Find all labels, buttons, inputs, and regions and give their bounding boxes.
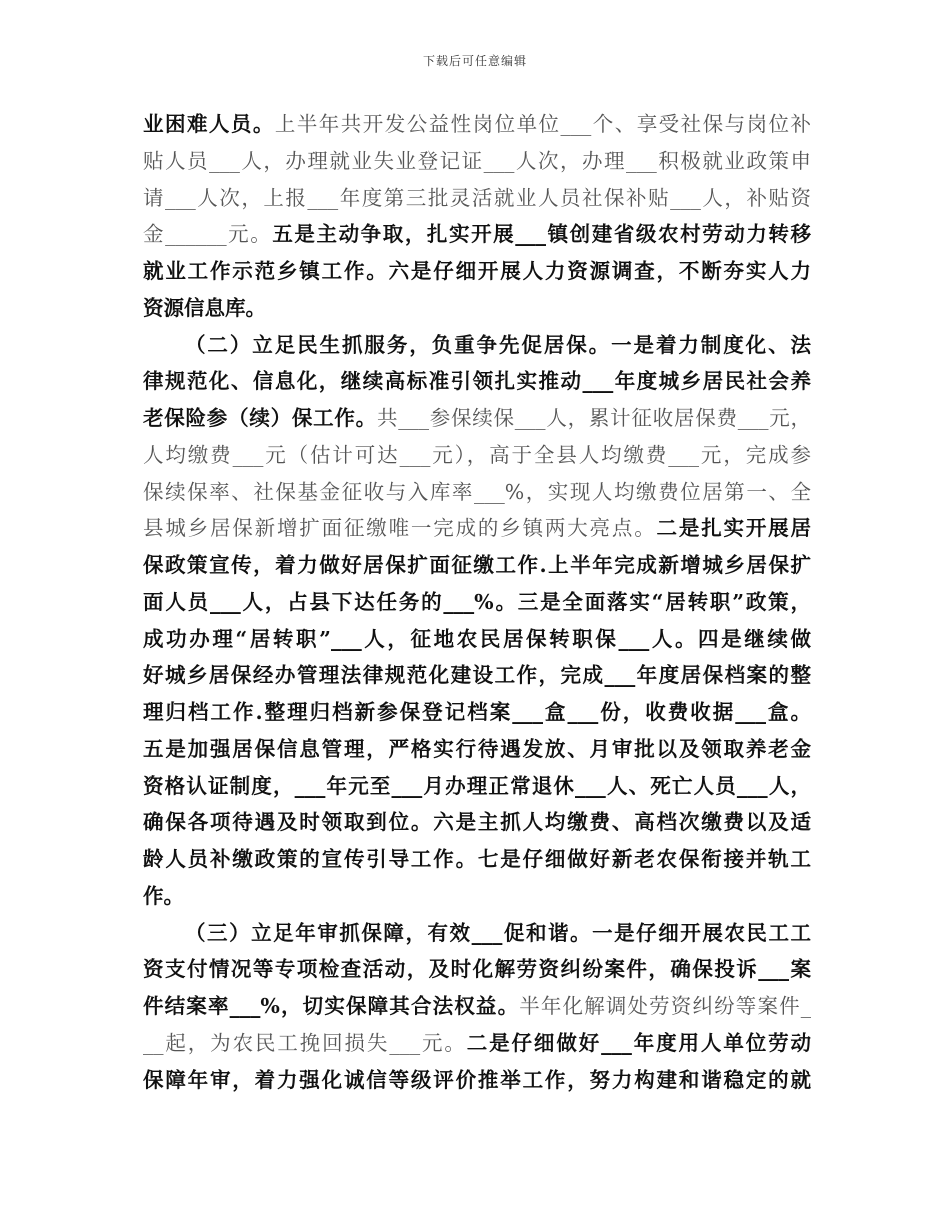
text-line [143,547,811,583]
bold-text-segment: 五是主动争取，扎实开展___镇创建省级农村劳动力转移 [272,222,812,247]
text-line [185,327,811,363]
bold-text-segment: 件结案率___%，切实保障其合法权益。 [143,994,520,1018]
text-line [143,510,811,546]
text-line [143,878,811,914]
regular-text-segment: __起，为农民工挽回损失___元。 [143,1030,467,1055]
bold-text-segment: 资支付情况等专项检查活动，及时化解劳资纠纷案件，确保投诉___案 [143,957,811,982]
bold-text-segment: 面人员___人，占县下达任务的___%。三是全面落实“居转职”政策， [143,589,811,614]
bold-text-segment: 二是仔细做好___年度用人单位劳动 [466,1030,811,1055]
text-line [143,216,811,252]
text-line [143,180,811,216]
bold-text-segment: 作。 [143,883,184,908]
bold-text-segment: 好城乡居保经办管理法律规范化建设工作，完成___年度居保档案的整 [143,663,811,688]
bold-text-segment: 二是扎实开展居 [656,516,812,541]
text-line [143,951,811,987]
text-line [143,400,811,436]
bold-text-segment: 保障年审，着力强化诚信等级评价推举工作，努力构建和谐稳定的就 [143,1067,811,1092]
text-line [143,657,811,693]
bold-text-segment: 业困难人员。 [143,112,275,136]
text-line [143,988,811,1024]
text-line [185,915,811,951]
text-line [143,694,811,730]
regular-text-segment: 保续保率、社保基金征收与入库率___%，实现人均缴费位居第一、全 [143,479,811,504]
bold-text-segment: 保政策宣传，着力做好居保扩面征缴工作.上半年完成新增城乡居保扩 [143,553,811,577]
text-line [143,768,811,804]
regular-text-segment: 半年化解调处劳资纠纷等案件_ [519,994,812,1018]
bold-text-segment: 五是加强居保信息管理，严格实行待遇发放、月审批以及领取养老金 [143,736,811,761]
text-line [143,363,811,399]
text-line [143,106,811,142]
text-line [143,584,811,620]
regular-text-segment: 贴人员___人，办理就业失业登记证___人次，办理___积极就业政策申 [143,148,811,173]
bold-text-segment: 律规范化、信息化，继续高标准引领扎实推动___年度城乡居民社会养 [143,369,811,394]
text-line [143,1025,811,1061]
text-line [143,731,811,767]
text-line [143,143,811,179]
text-line [143,290,811,326]
text-line [143,1062,811,1098]
text-line [143,621,811,657]
regular-text-segment: 上半年共开发公益性岗位单位___个、享受社保与岗位补 [274,112,812,136]
bold-text-segment: 理归档工作.整理归档新参保登记档案___盒___份，收费收据___盒。 [143,700,811,724]
regular-text-segment: 请___人次，上报___年度第三批灵活就业人员社保补贴___人，补贴资 [143,185,811,210]
text-line [143,841,811,877]
bold-text-segment: 资源信息库。 [143,295,266,320]
text-line [143,437,811,473]
bold-text-segment: 就业工作示范乡镇工作。六是仔细开展人力资源调查，不断夯实人力 [143,259,811,283]
page-header: 下载后可任意编辑 [422,54,527,68]
bold-text-segment: 成功办理“居转职”___人，征地农民居保转职保___人。四是继续做 [143,626,811,651]
regular-text-segment: 县城乡居保新增扩面征缴唯一完成的乡镇两大亮点。 [143,516,657,541]
regular-text-segment: 共___参保续保___人，累计征收居保费___元， [376,406,812,430]
bold-text-segment: 龄人员补缴政策的宣传引导工作。七是仔细做好新老农保衔接并轨工 [143,847,811,871]
regular-text-segment: 金______元。 [143,222,273,247]
bold-text-segment: 资格认证制度，___年元至___月办理正常退休___人、死亡人员___人， [143,773,811,798]
regular-text-segment: 人均缴费___元（估计可达___元），高于全县人均缴费___元，完成参 [143,442,811,467]
text-line [143,253,811,289]
bold-text-segment: 确保各项待遇及时领取到位。六是主抓人均缴费、高档次缴费以及适 [143,810,811,835]
text-line [143,474,811,510]
bold-text-segment: 老保险参（续）保工作。 [143,406,377,430]
text-line [143,804,811,840]
bold-text-segment: （二）立足民生抓服务，负重争先促居保。一是着力制度化、法 [185,332,811,357]
bold-text-segment: （三）立足年审抓保障，有效___促和谐。一是仔细开展农民工工 [185,920,811,945]
